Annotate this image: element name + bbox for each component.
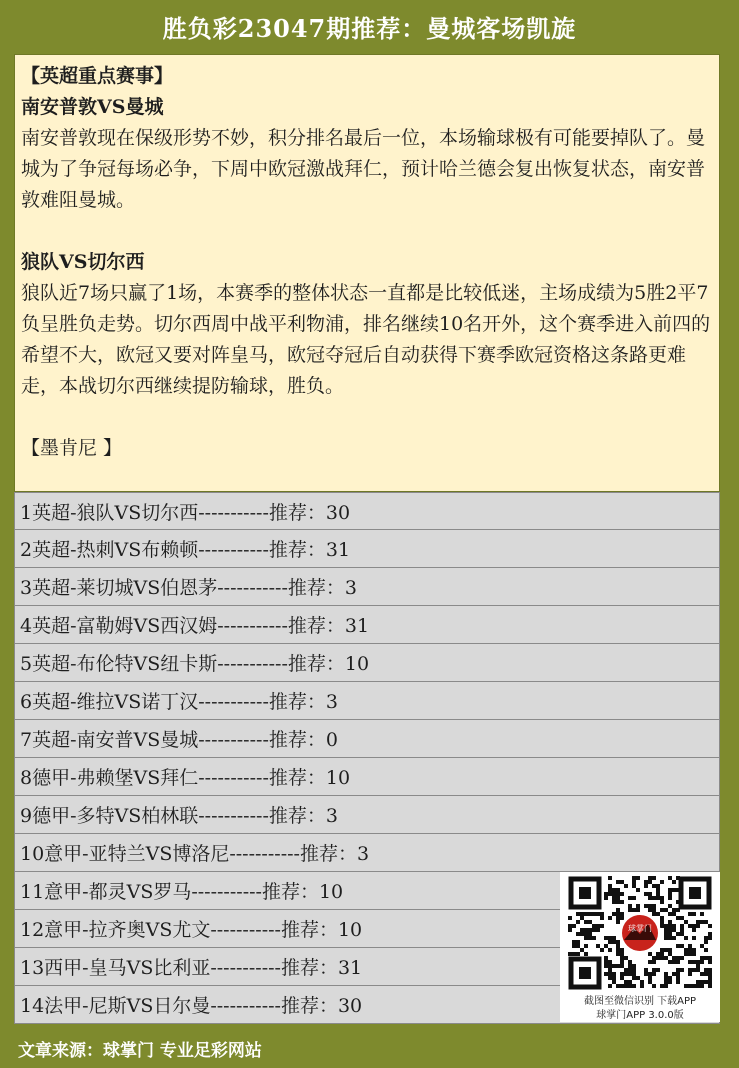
qr-caption-2: 球掌门APP 3.0.0版 — [596, 1010, 684, 1021]
page-title: 胜负彩23047期推荐：曼城客场凯旋 — [162, 13, 577, 43]
pick-text: 5英超-布伦特VS纽卡斯-----------推荐：10 — [20, 653, 370, 675]
article-panel — [14, 54, 720, 492]
pick-text: 7英超-南安普VS曼城-----------推荐：0 — [20, 729, 338, 751]
match1-title: 南安普敦VS曼城 — [21, 96, 164, 118]
pick-row-8 — [14, 758, 720, 796]
pick-text: 12意甲-拉齐奥VS尤文-----------推荐：10 — [20, 919, 363, 941]
pick-text: 10意甲-亚特兰VS博洛尼-----------推荐：3 — [20, 843, 370, 865]
qr-code-icon — [568, 876, 712, 990]
qr-code-panel[interactable] — [560, 872, 720, 1022]
qr-caption-1: 截图至微信识别 下载APP — [583, 996, 697, 1007]
spacer — [21, 216, 713, 247]
pick-row-5 — [14, 644, 720, 682]
pick-text: 6英超-维拉VS诺丁汉-----------推荐：3 — [20, 691, 338, 713]
pick-row-10 — [14, 834, 720, 872]
pick-row-2 — [14, 530, 720, 568]
pick-text: 2英超-热刺VS布赖顿-----------推荐：31 — [20, 539, 351, 561]
author-heading: 【墨肯尼 】 — [21, 437, 123, 459]
qr-logo-icon — [622, 915, 658, 951]
spacer — [21, 402, 713, 433]
match1-body: 南安普敦现在保级形势不妙，积分排名最后一位，本场输球极有可能要掉队了。曼城为了争冠每场必争，下周中欧冠激战拜仁，预计哈兰德会复出恢复状态，南安普敦难阻曼城。 — [21, 127, 706, 211]
pick-text: 1英超-狼队VS切尔西-----------推荐：30 — [20, 501, 351, 524]
pick-text: 11意甲-都灵VS罗马-----------推荐：10 — [20, 881, 344, 903]
pick-row-9 — [14, 796, 720, 834]
pick-text: 14法甲-尼斯VS日尔曼-----------推荐：30 — [20, 995, 363, 1017]
pick-text: 13西甲-皇马VS比利亚-----------推荐：31 — [20, 957, 363, 979]
section-heading: 【英超重点赛事】 — [21, 65, 174, 87]
pick-text: 8德甲-弗赖堡VS拜仁-----------推荐：10 — [20, 767, 351, 789]
pick-row-3 — [14, 568, 720, 606]
pick-row-4 — [14, 606, 720, 644]
footer-source: 文章来源：球掌门 专业足彩网站 — [18, 1040, 262, 1061]
pick-text: 4英超-富勒姆VS西汉姆-----------推荐：31 — [20, 615, 370, 637]
pick-text: 3英超-莱切城VS伯恩茅-----------推荐：3 — [20, 577, 357, 599]
match2-body: 狼队近7场只赢了1场，本赛季的整体状态一直都是比较低迷，主场成绩为5胜2平7负呈胜负走势。切尔西周中战平利物浦，排名继续10名开外，这个赛季进入前四的希望不大，欧冠又要对阵皇马，欧冠夺冠后自动获得下赛季欧冠资格这条路更难走，本战切尔西继续提防输球，胜负。 — [21, 282, 711, 397]
pick-text: 9德甲-多特VS柏林联-----------推荐：3 — [20, 805, 338, 827]
qr-logo-text: 球掌门 — [628, 924, 652, 933]
match2-title: 狼队VS切尔西 — [21, 251, 145, 273]
pick-row-1 — [14, 492, 720, 530]
pick-row-7 — [14, 720, 720, 758]
pick-row-6 — [14, 682, 720, 720]
